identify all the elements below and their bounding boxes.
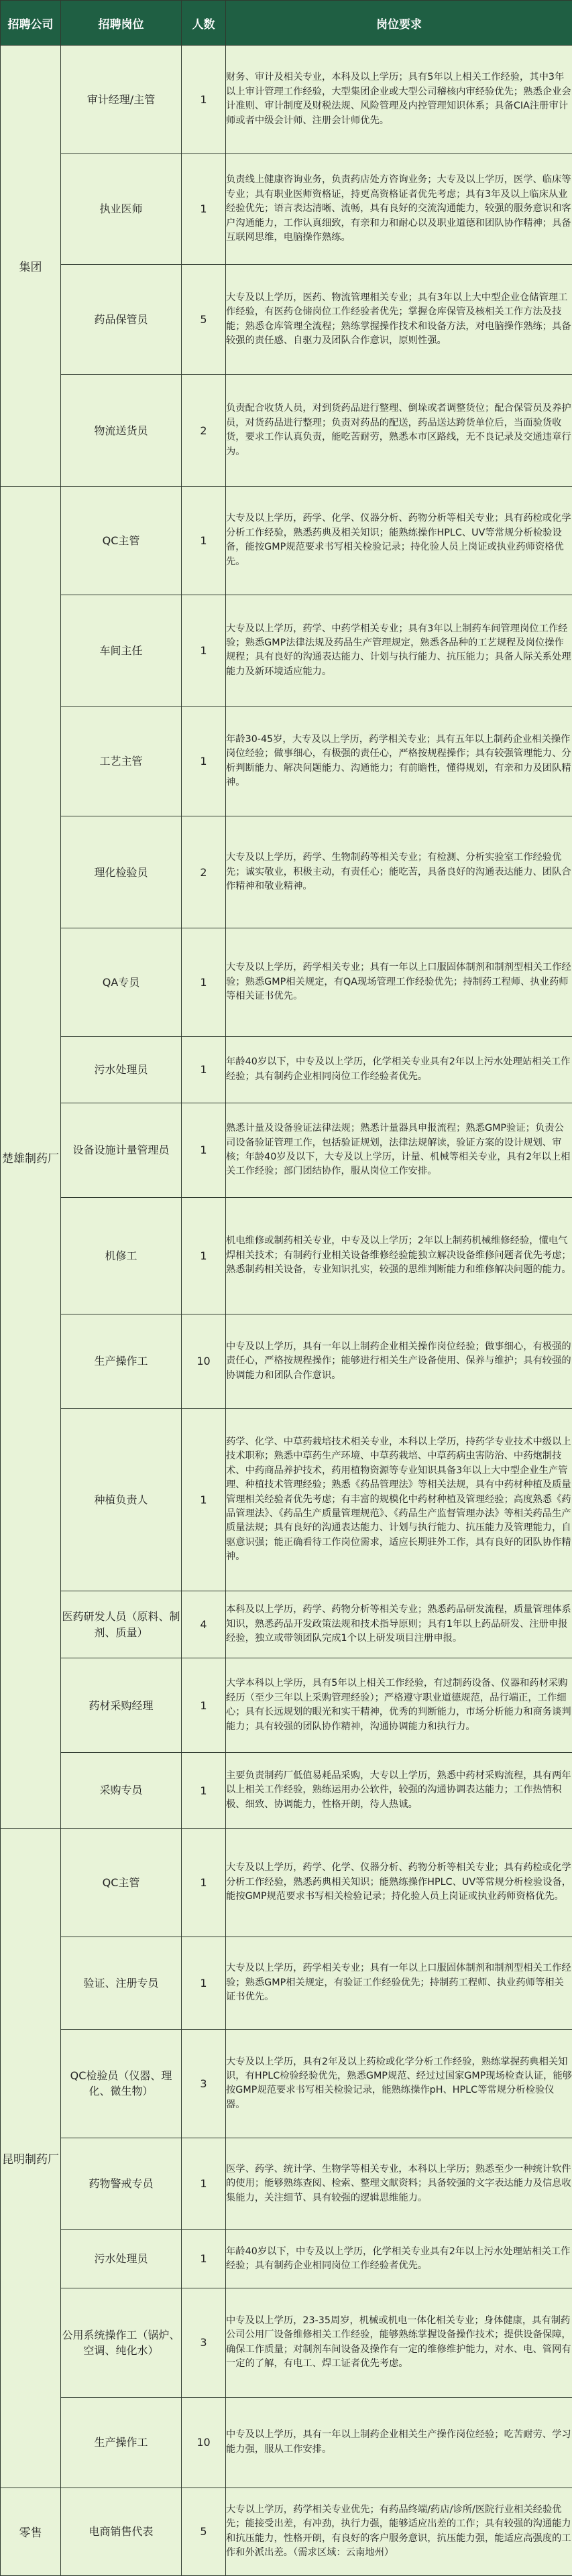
requirement-cell: 年龄30-45岁，大专及以上学历，药学相关专业；具有五年以上制药企业相关操作岗位经验；做事细心，有极强的责任心，严格按规程操作；具有较强管理能力、分析判断能力、解决问题能力、沟通能力；有前瞻性，懂得规划，有亲和力及团队精神。 — [226, 707, 572, 816]
table-row — [1, 375, 572, 487]
table-body — [1, 46, 572, 2576]
position-cell: QC检验员（仪器、理化、微生物） — [61, 2030, 182, 2138]
count-cell: 1 — [182, 1197, 226, 1314]
requirement-cell: 主要负责制药厂低值易耗品采购，大专以上学历，熟悉中药材采购流程，具有两年以上相关工作经验，熟练运用办公软件，较强的沟通协调表达能力；工作热情积极、细致、协调能力，性格开朗，待人热诚。 — [226, 1753, 572, 1829]
requirement-cell: 大专及以上学历，药学、化学、仪器分析、药物分析等相关专业；具有药检或化学分析工作经验，熟悉药典相关知识；能熟练操作HPLC、UV等常规分析检验设备，能按GMP规范要求书写相关检验记录；持化验人员上岗证或执业药师资格优先。 — [226, 1828, 572, 1937]
position-cell: 药材采购经理 — [61, 1658, 182, 1753]
table-row — [1, 1036, 572, 1103]
requirement-cell: 负责配合收货人员，对到货药品进行整理、倒垛或者调整货位；配合保管员及养护员，对货药品进行整理；负责对药品的配送，药品送达跨货单位后，当面验货收货，要求工作认真负责，能吃苦耐劳，熟悉本市区路线，无不良记录及交通违章行为。 — [226, 375, 572, 487]
company-cell: 楚雄制药厂 — [1, 486, 61, 1828]
position-cell: 公用系统操作工（锅炉、空调、纯化水） — [61, 2288, 182, 2397]
position-cell: 药物警戒专员 — [61, 2138, 182, 2229]
table-row — [1, 2138, 572, 2229]
count-cell: 4 — [182, 1591, 226, 1658]
count-cell: 1 — [182, 486, 226, 595]
table-row — [1, 2488, 572, 2575]
count-cell: 5 — [182, 2488, 226, 2575]
position-cell: 污水处理员 — [61, 1036, 182, 1103]
requirement-cell: 大专及以上学历，具有2年及以上药检或化学分析工作经验，熟练掌握药典相关知识，有HPLC检验经验优先，熟悉GMP规范、经过过国家GMP现场检查认证，能够按GMP规范要求书写相关检验记录，能熟练操作pH、HPLC等常规分析检验仪器。 — [226, 2030, 572, 2138]
count-cell: 1 — [182, 1937, 226, 2029]
table-row — [1, 1937, 572, 2029]
count-cell: 10 — [182, 1314, 226, 1408]
header-position: 招聘岗位 — [61, 1, 182, 46]
count-cell: 1 — [182, 928, 226, 1037]
position-cell: 执业医师 — [61, 154, 182, 264]
table-row — [1, 2288, 572, 2397]
requirement-cell: 中专及以上学历，具有一年以上制药企业相关生产操作岗位经验；吃苦耐劳、学习能力强，服从工作安排。 — [226, 2397, 572, 2488]
table-row — [1, 1753, 572, 1829]
count-cell: 1 — [182, 707, 226, 816]
position-cell: 车间主任 — [61, 595, 182, 707]
table-row — [1, 1408, 572, 1591]
count-cell: 1 — [182, 1408, 226, 1591]
count-cell: 1 — [182, 1658, 226, 1753]
table-row — [1, 154, 572, 264]
requirement-cell: 年龄40岁以下，中专及以上学历，化学相关专业具有2年以上污水处理站相关工作经验；具有制药企业相同岗位工作经验者优先。 — [226, 2229, 572, 2288]
company-cell: 集团 — [1, 46, 61, 487]
count-cell: 1 — [182, 1753, 226, 1829]
header-count: 人数 — [182, 1, 226, 46]
requirement-cell: 大专及以上学历，药学、生物制药等相关专业；有检测、分析实验室工作经验优先；诚实敬业，积极主动，有责任心；能吃苦，具备良好的沟通表达能力、团队合作精神和敬业精神。 — [226, 816, 572, 928]
position-cell: 验证、注册专员 — [61, 1937, 182, 2029]
requirement-cell: 机电维修或制药相关专业，中专及以上学历；2年以上制药机械维修经验，懂电气焊相关技术；有制药行业相关设备维修经验能独立解决设备维修问题者优先考虑；熟悉制药相关设备，专业知识扎实，较强的思维判断能力和维修解决问题的能力。 — [226, 1197, 572, 1314]
table-row — [1, 2397, 572, 2488]
position-cell: 采购专员 — [61, 1753, 182, 1829]
position-cell: 设备设施计量管理员 — [61, 1103, 182, 1198]
requirement-cell: 负责线上健康咨询业务，负责药店处方咨询业务；大专及以上学历，医学、临床等专业；具有职业医师资格证，持更高资格证者优先考虑；具有3年及以上临床从业经验优先；语言表达清晰、流畅，具有良好的交流沟通能力，较强的服务意识和客户沟通能力，工作认真细致，有亲和力和耐心以及职业道德和团队协作精神；具备互联网思维，电脑操作熟练。 — [226, 154, 572, 264]
position-cell: QC主管 — [61, 1828, 182, 1937]
table-row — [1, 486, 572, 595]
position-cell: 审计经理/主管 — [61, 46, 182, 154]
position-cell: 生产操作工 — [61, 1314, 182, 1408]
count-cell: 1 — [182, 154, 226, 264]
position-cell: 污水处理员 — [61, 2229, 182, 2288]
count-cell: 10 — [182, 2397, 226, 2488]
requirement-cell: 本科及以上学历，药学、药物分析等相关专业；熟悉药品研发流程，质量管理体系知识，熟悉药品开发政策法规和技术指导原则；具有1年以上药品研发、注册申报经验，独立或带领团队完成1个以上研发项目注册申报。 — [226, 1591, 572, 1658]
count-cell: 1 — [182, 2138, 226, 2229]
count-cell: 2 — [182, 816, 226, 928]
requirement-cell: 中专及以上学历，23-35周岁，机械或机电一体化相关专业；身体健康，具有制药公司公用厂设备维修相关工作经验，能够熟练掌握设备操作技术；提供设备保障，确保工作质量；对制剂车间设备及操作有一定的维修维护能力，对水、电、管网有一定的了解，有电工、焊工证者优先考虑。 — [226, 2288, 572, 2397]
header-row — [1, 1, 572, 46]
requirement-cell: 大专及以上学历，药学、化学、仪器分析、药物分析等相关专业；具有药检或化学分析工作经验，熟悉药典及相关知识；能熟练操作HPLC、UV等常规分析检验设备，能按GMP规范要求书写相关检验记录；持化验人员上岗证或执业药师资格优先。 — [226, 486, 572, 595]
table-row — [1, 816, 572, 928]
position-cell: QC主管 — [61, 486, 182, 595]
table-row — [1, 1103, 572, 1198]
position-cell: 生产操作工 — [61, 2397, 182, 2488]
count-cell: 3 — [182, 2288, 226, 2397]
requirement-cell: 大专及以上学历，医药、物流管理相关专业；具有3年以上大中型企业仓储管理工作经验，有医药仓储岗位工作经验者优先；掌握仓库保管及核相关工作方法及技能；熟悉仓库管理全流程；熟练掌握操作技术和设备方法，对电脑操作熟练；具备较强的责任感、自驱力及团队合作意识，原则性强。 — [226, 265, 572, 375]
table-row — [1, 46, 572, 154]
table-row — [1, 1658, 572, 1753]
position-cell: 物流送货员 — [61, 375, 182, 487]
count-cell: 5 — [182, 265, 226, 375]
position-cell: 药品保管员 — [61, 265, 182, 375]
requirement-cell: 熟悉计量及设备验证法律法规；熟悉计量器具申报流程；熟悉GMP验证；负责公司设备验证管理工作，包括验证规划，法律法规解读，验证方案的设计规划、审核；年龄40岁及以下，大专及以上学历，计量、机械等相关专业，具有2年以上相关工作经验；部门团结协作，服从岗位工作安排。 — [226, 1103, 572, 1198]
count-cell: 1 — [182, 1036, 226, 1103]
position-cell: 工艺主管 — [61, 707, 182, 816]
requirement-cell: 中专及以上学历，具有一年以上制药企业相关操作岗位经验；做事细心，有极强的责任心，严格按规程操作；能够进行相关生产设备使用、保养与维护；具有较强的协调能力和团队合作意识。 — [226, 1314, 572, 1408]
count-cell: 1 — [182, 1103, 226, 1198]
table-row — [1, 1828, 572, 1937]
requirement-cell: 大专及以上学历，药学、中药学相关专业；具有3年以上制药车间管理岗位工作经验；熟悉GMP法律法规及药品生产管理规定，熟悉各品种的工艺规程及岗位操作规程；具有良好的沟通表达能力、计划与执行能力、抗压能力；具备人际关系处理能力及新环境适应能力。 — [226, 595, 572, 707]
table-row — [1, 1314, 572, 1408]
requirement-cell: 大专以上学历，药学相关专业优先；有药品终端/药店/诊所/医院行业相关经验优先；能接受出差，有冲劲，执行力强，能够适应出差的工作；具有较强的沟通能力和抗压能力，性格开朗，有良好的客户服务意识，抗压能力强，能适应高强度的工作和外派出差。（需求区域：云南地州） — [226, 2488, 572, 2575]
position-cell: 理化检验员 — [61, 816, 182, 928]
count-cell: 1 — [182, 595, 226, 707]
company-cell: 昆明制药厂 — [1, 1828, 61, 2488]
count-cell: 1 — [182, 46, 226, 154]
requirement-cell: 医学、药学、统计学、生物学等相关专业，本科以上学历；熟悉至少一种统计软件的使用；能够熟练查阅、检索、整理文献资料；具备较强的文字表达能力及信息收集能力，关注细节、具有较强的逻辑思维能力。 — [226, 2138, 572, 2229]
position-cell: 电商销售代表 — [61, 2488, 182, 2575]
header-requirements: 岗位要求 — [226, 1, 572, 46]
table-row — [1, 2030, 572, 2138]
count-cell: 1 — [182, 1828, 226, 1937]
header-company: 招聘公司 — [1, 1, 61, 46]
table-row — [1, 2229, 572, 2288]
count-cell: 2 — [182, 375, 226, 487]
table-row — [1, 1591, 572, 1658]
table-row — [1, 928, 572, 1037]
count-cell: 1 — [182, 2229, 226, 2288]
table-row — [1, 265, 572, 375]
requirement-cell: 大专及以上学历，药学相关专业；具有一年以上口服固体制剂和制剂型相关工作经验；熟悉GMP相关规定，有验证工作经验优先；持制药工程师、执业药师等相关证书优先。 — [226, 1937, 572, 2029]
requirement-cell: 大学本科以上学历，具有5年以上相关工作经验，有过制药设备、仪器和药材采购经历（至少三年以上采购管理经验）；严格遵守职业道德规范，品行端正，工作细心；具有长远规划的眼光和实干精神，优秀的判断能力，市场分析能力和商务谈判能力；具有较强的团队协作精神，沟通协调能力和执行力。 — [226, 1658, 572, 1753]
position-cell: 种植负责人 — [61, 1408, 182, 1591]
requirement-cell: 年龄40岁以下，中专及以上学历，化学相关专业具有2年以上污水处理站相关工作经验；具有制药企业相同岗位工作经验者优先。 — [226, 1036, 572, 1103]
company-cell: 零售 — [1, 2488, 61, 2575]
table-row — [1, 707, 572, 816]
requirement-cell: 药学、化学、中草药栽培技术相关专业，本科以上学历，持药学专业技术中级以上技术职称；熟悉中草药生产环境、中草药栽培、中草药病虫害防治、中药炮制技术、中药商品养护技术，药用植物资源等专业知识具备3年以上大中型企业生产管理、种植技术管理经验；熟悉《药品管理法》等相关法规，具有中药材种植及质量管理相关经验者优先考虑；有丰富的规模化中药材种植及管理经验；高度熟悉《药品管理法》、《药品生产质量管理规范》、《药品生产监督管理办法》等相关药品生产质量法规；具有良好的沟通表达能力、计划与执行能力、抗压能力及管理能力，自驱意识强；能正确看待工作岗位需求，适应长期驻外工作，具有良好的团队协作精神。 — [226, 1408, 572, 1591]
table-row — [1, 595, 572, 707]
position-cell: 机修工 — [61, 1197, 182, 1314]
requirement-cell: 财务、审计及相关专业，本科及以上学历；具有5年以上相关工作经验，其中3年以上审计管理工作经验，大型集团企业或大型公司稽核内审经验优先；熟悉企业会计准则、审计制度及财税法规、风险管理及内控管理知识体系；具备CIA注册审计师或者中级会计师、注册会计师优先。 — [226, 46, 572, 154]
count-cell: 3 — [182, 2030, 226, 2138]
position-cell: 医药研发人员（原料、制剂、质量） — [61, 1591, 182, 1658]
position-cell: QA专员 — [61, 928, 182, 1037]
requirement-cell: 大专及以上学历，药学相关专业；具有一年以上口服固体制剂和制剂型相关工作经验；熟悉GMP相关规定，有QA现场管理工作经验优先；持制药工程师、执业药师等相关证书优先。 — [226, 928, 572, 1037]
table-row — [1, 1197, 572, 1314]
